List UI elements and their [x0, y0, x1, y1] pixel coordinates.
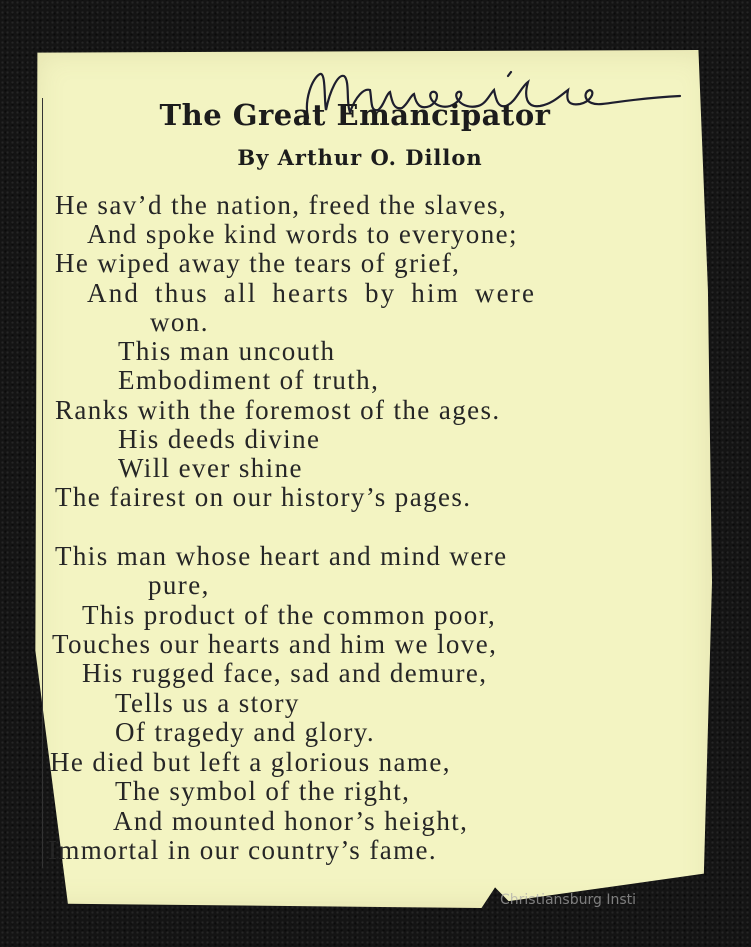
poem-line: Embodiment of truth, [118, 365, 380, 395]
poem-line: The fairest on our history’s pages. [55, 482, 472, 512]
poem-line: The symbol of the right, [115, 776, 411, 806]
watermark: Christiansburg Insti [500, 892, 636, 908]
poem-line: won. [150, 307, 209, 337]
poem-line: Ranks with the foremost of the ages. [55, 395, 501, 425]
poem-line: Of tragedy and glory. [115, 717, 376, 747]
poem-line: His rugged face, sad and demure, [82, 658, 488, 688]
poem-line: Will ever shine [118, 453, 303, 483]
poem-title: The Great Emancipator [159, 98, 551, 132]
poem-line: His deeds divine [118, 424, 321, 454]
poem-line: And mounted honor’s height, [113, 806, 469, 836]
poem-line: Immortal in our country’s fame. [48, 835, 438, 865]
poem-line: He sav’d the nation, freed the slaves, [55, 190, 508, 220]
poem-line: Touches our hearts and him we love, [52, 629, 498, 659]
poem-line: Tells us a story [115, 688, 300, 718]
poem-line: He wiped away the tears of grief, [55, 248, 461, 278]
poem-line: This product of the common poor, [82, 600, 497, 630]
poem-line: This man whose heart and mind were [55, 541, 508, 571]
poem-line: pure, [148, 570, 210, 600]
poem-line: And spoke kind words to everyone; [87, 219, 518, 249]
poem-line: He died but left a glorious name, [50, 747, 451, 777]
poem-line: And thus all hearts by him were [87, 278, 537, 308]
poem-line: This man uncouth [118, 336, 336, 366]
column-rule [42, 98, 43, 868]
poem-byline: By Arthur O. Dillon [237, 145, 483, 170]
